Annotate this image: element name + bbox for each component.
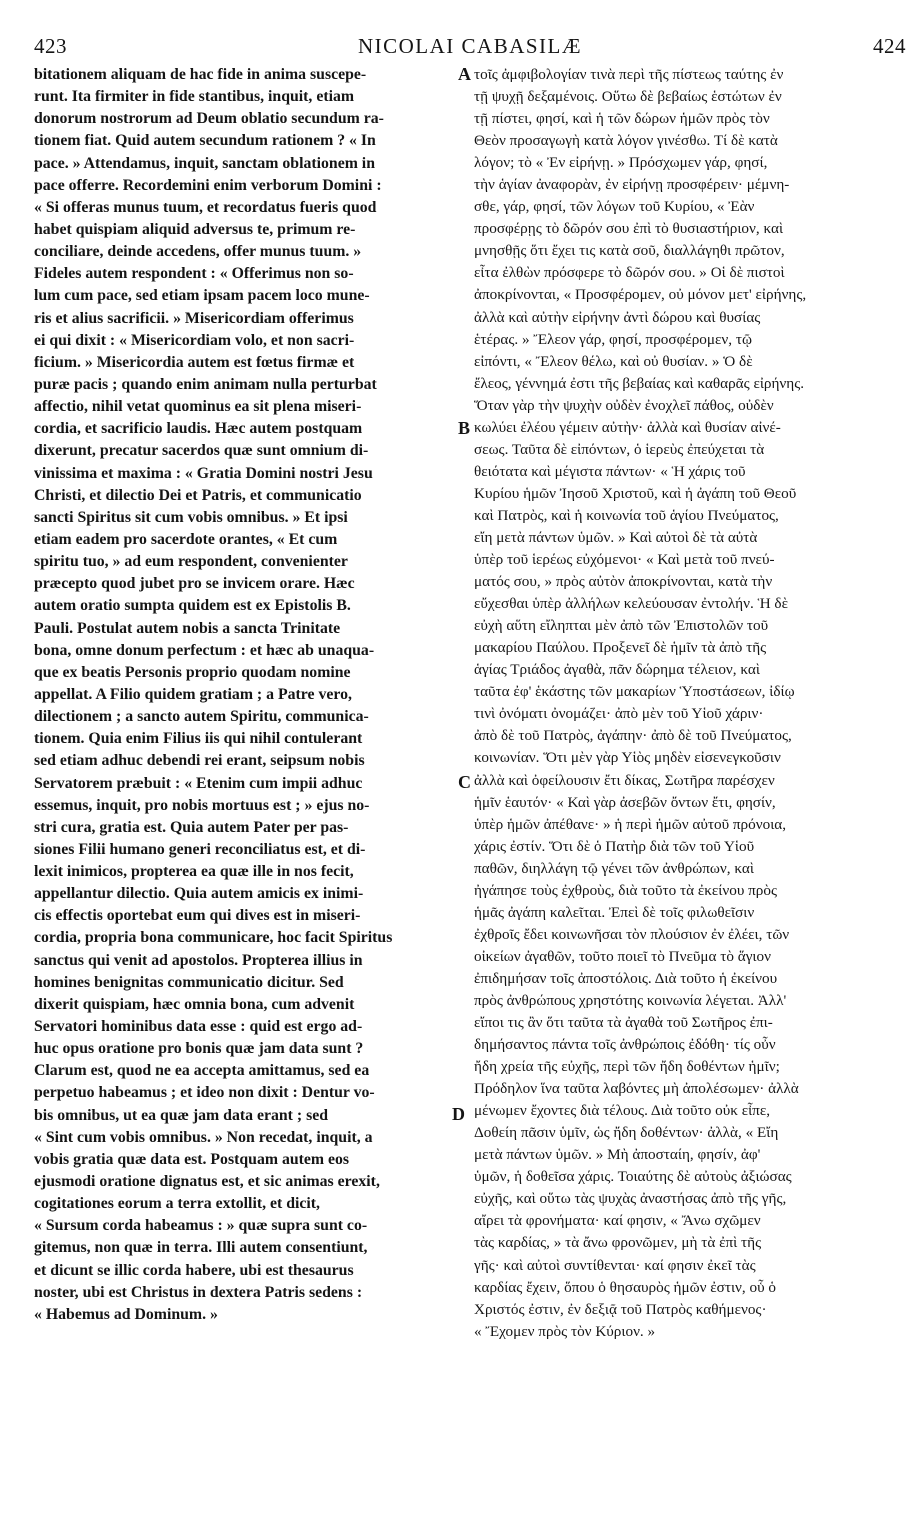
latin-text-line: « Sint cum vobis omnibus. » Non recedat, inquit, a — [34, 1128, 373, 1146]
latin-text-line: et dicunt se illic corda habere, ubi est thesaurus — [34, 1261, 354, 1279]
latin-text-line: tionem. Quia enim Filius iis qui nihil contulerant — [34, 730, 363, 748]
greek-text-line: ἡμᾶς ἀγάπη καλεῖται. Ἐπεὶ δὲ τοῖς φιλωθεῖσιν — [474, 903, 755, 921]
latin-text-line: bis omnibus, ut ea quæ jam data erant ; sed — [34, 1106, 329, 1124]
greek-text-line: ἁγίας Τριάδος ἀγαθὰ, πᾶν δώρημα τέλειον, καὶ — [474, 661, 760, 679]
greek-text-line: χάρις ἐστίν. Ὅτι δὲ ὁ Πατὴρ διὰ τῶν τοῦ Υἱοῦ — [474, 837, 755, 855]
greek-text-line: εὔχεσθαι ὑπὲρ ἀλλήλων κελεύουσαν ἐντολήν. Ἡ δὲ — [474, 595, 788, 613]
greek-text-line: οἰκείων ἀγαθῶν, τοῦτο ποιεῖ τὸ Πνεῦμα τὸ ἅγιον — [474, 947, 771, 965]
greek-text-line: ἡμῖν ἑαυτόν· « Καὶ γὰρ ἀσεβῶν ὄντων ἔτι, φησίν, — [474, 793, 776, 811]
latin-text-line: ficium. » Misericordia autem est fœtus firmæ et — [34, 353, 355, 371]
latin-text-line: « Si offeras munus tuum, et recordatus fueris quod — [34, 198, 377, 216]
latin-text-line: Servatorem præbuit : « Etenim cum impii adhuc — [34, 774, 363, 792]
latin-text-line: præcepto quod jubet pro se invicem orare. Hæc — [34, 575, 355, 593]
latin-text-line: huc opus oratione pro bonis quæ jam data sunt ? — [34, 1040, 364, 1058]
latin-text-line: « Sursum corda habeamus : » quæ supra sunt co- — [34, 1217, 368, 1235]
latin-text-line: ris et alius sacrificii. » Misericordiam offerimus — [34, 309, 354, 327]
greek-text-line: ὑπὲρ ἡμῶν ἀπέθανε· » ἡ περὶ ἡμῶν αὐτοῦ πρόνοια, — [474, 815, 787, 833]
latin-text-line: bitationem aliquam de hac fide in anima suscepe- — [34, 66, 367, 83]
greek-text-line: καρδίας ἔχειν, ὅπου ὁ θησαυρὸς ἡμῶν ἐστιν, οὗ ὁ — [474, 1278, 776, 1296]
latin-text-line: autem oratio sumpta quidem est ex Epistolis B. — [34, 597, 351, 615]
greek-text-line: κοινωνίαν. Ὅτι μὲν γὰρ Υἱὸς μηδὲν εἰσενεγκοῦσιν — [474, 749, 781, 767]
latin-text-line: dilectionem ; a sancto autem Spiritu, communica- — [34, 708, 369, 726]
latin-text-line: homines benignitas communicatio dicitur. Sed — [34, 973, 344, 991]
greek-text-line: πρὸς ἀνθρώπους χρηστότης κοινωνία λέγεται. Ἀλλ' — [474, 991, 787, 1009]
latin-text-line: Servatori hominibus data esse : quid est ergo ad- — [34, 1018, 363, 1036]
latin-text-line: pace. » Attendamus, inquit, sanctam oblationem in — [34, 154, 375, 172]
latin-text-line: vinissima et maxima : « Gratia Domini nostri Jesu — [34, 464, 373, 482]
latin-text-line: ejusmodi oratione dignatus est, et sic animas erexit, — [34, 1173, 380, 1191]
greek-text-line: τὰς καρδίας, » τὰ ἄνω φρονῶμεν, μὴ τὰ ἐπὶ τῆς — [474, 1234, 762, 1252]
greek-column — [474, 64, 906, 1343]
latin-text-line: essemus, inquit, pro nobis mortuus est ; » ejus no- — [34, 796, 370, 814]
greek-text-line: Κυρίου ἡμῶν Ἰησοῦ Χριστοῦ, καὶ ἡ ἀγάπη τοῦ Θεοῦ — [474, 484, 797, 502]
latin-text-line: Clarum est, quod ne ea accepta amittamus, sed ea — [34, 1062, 370, 1080]
greek-text-line: ἀποκρίνονται, « Προσφέρομεν, οὐ μόνον μετ' εἰρήνης, — [474, 286, 807, 304]
latin-text-line: ei qui dixit : « Misericordiam volo, et non sacri- — [34, 331, 355, 349]
latin-text-line: Christi, et dilectio Dei et Patris, et communicatio — [34, 486, 362, 504]
latin-text-line: que ex beatis Personis proprio quodam nomine — [34, 663, 351, 681]
page-number-right: 424 — [873, 34, 906, 58]
greek-text-line: λόγον; τὸ « Ἐν εἰρήνῃ. » Πρόσχωμεν γάρ, φησί, — [474, 154, 768, 172]
greek-text-line: Θεὸν προσαγωγὴ κατὰ λόγον γινέσθω. Τί δὲ κατὰ — [474, 132, 778, 150]
greek-text-line: ἀλλὰ καὶ ὀφείλουσιν ἔτι δίκας, Σωτῆρα παρέσχεν — [474, 771, 775, 789]
greek-text-line: μένωμεν ἔχοντες διὰ τέλους. Διὰ τοῦτο οὐκ εἶπε, — [474, 1102, 771, 1120]
greek-text-line: ματός σου, » πρὸς αὐτὸν ἀποκρίνονται, κατὰ τὴν — [474, 573, 773, 591]
greek-text-line: ἐπιδημήσαν τοῖς ἀποστόλοις. Διὰ τοῦτο ἡ ἐκείνου — [474, 969, 778, 987]
latin-text-line: runt. Ita firmiter in fide stantibus, inquit, etiam — [34, 88, 355, 106]
latin-text-line: habet quispiam aliquid adversus te, primum re- — [34, 220, 356, 238]
running-header — [34, 34, 906, 60]
latin-text-line: gitemus, non quæ in terra. Illi autem consentiunt, — [34, 1239, 368, 1257]
greek-text-line: σθε, γάρ, φησί, τῶν λόγων τοῦ Κυρίου, « Ἐὰν — [474, 198, 755, 216]
latin-text-line: donorum nostrorum ad Deum oblatio secundum ra- — [34, 110, 384, 128]
greek-text-line: μετὰ πάντων ὑμῶν. » Μὴ ἀποσταίη, φησίν, ἀφ' — [474, 1146, 761, 1164]
latin-text-line: bona, omne donum perfectum : et hæc ab unaqua- — [34, 641, 375, 659]
latin-text-line: affectio, nihil vetat quominus ea sit plena miseri- — [34, 398, 362, 416]
greek-text-line: αἴρει τὰ φρονήματα· καί φησιν, « Ἄνω σχῶμεν — [474, 1212, 761, 1230]
section-mark-c: C — [458, 772, 471, 792]
greek-text-line: ἀλλὰ καὶ αὐτὴν εἰρήνην ἀντὶ δώρου καὶ θυσίας — [474, 308, 761, 326]
latin-text-line: sed etiam adhuc debendi rei erant, seipsum nobis — [34, 752, 365, 770]
greek-text-line: ὑπὲρ τοῦ ἱερέως εὐχόμενοι· « Καὶ μετὰ τοῦ πνεύ- — [474, 551, 775, 569]
greek-text-line: εὐχῆς, καὶ οὕτω τὰς ψυχὰς ἀναστήσας ἀπὸ τῆς γῆς, — [474, 1190, 787, 1208]
latin-text-line: cordia, et sacrificio laudis. Hæc autem postquam — [34, 420, 363, 438]
latin-text-line: etiam eadem pro sacerdote orantes, « Et cum — [34, 530, 338, 548]
greek-text-line: ἤδη χρεία τῆς εὐχῆς, περὶ τῶν ἤδη δοθέντων ἡμῖν; — [474, 1058, 780, 1076]
greek-text-line: μνησθῇς ὅτι ἔχει τις κατὰ σοῦ, διαλλάγηθι πρῶτον, — [474, 242, 785, 260]
latin-text-line: vobis gratia quæ data est. Postquam autem eos — [34, 1150, 350, 1168]
greek-text-line: παθῶν, διηλλάγη τῷ γένει τῶν ἀνθρώπων, καὶ — [474, 859, 754, 877]
greek-text-line: καὶ Πατρὸς, καὶ ἡ κοινωνία τοῦ ἁγίου Πνεύματος, — [474, 506, 779, 524]
latin-text-line: Pauli. Postulat autem nobis a sancta Trinitate — [34, 619, 341, 637]
greek-text-line: ἠγάπησε τοὺς ἐχθροὺς, διὰ τοῦτο τὰ ἐκείνου πρὸς — [474, 881, 777, 899]
greek-text-line: τοῖς ἀμφιβολογίαν τινὰ περὶ τῆς πίστεως ταύτης ἐν — [474, 66, 784, 83]
greek-text-line: δημήσαντος πάντα τοῖς ἀνθρώποις ἐδόθη· τίς οὖν — [474, 1036, 776, 1054]
latin-text-line: stri cura, gratia est. Quia autem Pater per pas- — [34, 818, 349, 836]
latin-text-line: dixerunt, precatur sacerdos quæ sunt omnium di- — [34, 442, 369, 460]
latin-text-line: spiritu tuo, » ad eum respondent, convenienter — [34, 553, 348, 571]
latin-text-line: puræ pacis ; quando enim animam nulla perturbat — [34, 375, 377, 393]
greek-text-line: Ὅταν γὰρ τὴν ψυχὴν οὐδὲν ἐνοχλεῖ πάθος, οὐδὲν — [474, 396, 774, 414]
greek-text-line: εἰπόντι, « Ἔλεον θέλω, καὶ οὐ θυσίαν. » Ὁ δὲ — [474, 352, 753, 370]
latin-text-line: siones Filii humano generi reconciliatus est, et di- — [34, 840, 366, 858]
greek-text-line: ἔλεος, γέννημά ἐστι τῆς βεβαίας καὶ καθαρᾶς εἰρήνης. — [474, 374, 805, 392]
latin-text-line: lum cum pace, sed etiam ipsam pacem loco mune- — [34, 287, 370, 305]
page-number-left: 423 — [34, 34, 67, 58]
latin-text-line: appellantur dilectio. Quia autem amicis ex inimi- — [34, 885, 364, 903]
greek-text-line: τὴν ἁγίαν ἀναφορὰν, ἐν εἰρήνῃ προσφέρειν· μέμνη- — [474, 176, 790, 194]
latin-text-line: dixerit quispiam, hæc omnia bona, cum advenit — [34, 995, 355, 1013]
greek-text-line: Πρόδηλον ἵνα ταῦτα λαβόντες μὴ ἀπολέσωμεν· ἀλλὰ — [474, 1080, 799, 1098]
latin-text-line: lexit inimicos, propterea ea quæ ille in nos fecit, — [34, 863, 354, 881]
latin-text-line: conciliare, deinde accedens, offer munus tuum. » — [34, 243, 362, 261]
greek-text-line: ἐχθροῖς ἔδει κοινωνῆσαι τὸν πλούσιον ἐν ἐλέει, τῶν — [474, 925, 790, 943]
greek-text-line: σεως. Ταῦτα δὲ εἰπόντων, ὁ ἱερεὺς ἐπεύχεται τὰ — [474, 440, 765, 458]
greek-text-line: Δοθείη πᾶσιν ὑμῖν, ὡς ἤδη δοθέντων· ἀλλὰ, « Εἴη — [474, 1124, 779, 1142]
greek-text-line: εἴποι τις ἂν ὅτι ταῦτα τὰ ἀγαθὰ τοῦ Σωτῆρος ἐπι- — [474, 1014, 773, 1032]
greek-text-line: γῆς· καὶ αὐτοὶ συντίθενται· καί φησιν ἐκεῖ τὰς — [474, 1256, 756, 1274]
latin-text-line: tionem fiat. Quid autem secundum rationem ? « In — [34, 132, 376, 150]
latin-text-line: perpetuo habeamus ; et ideo non dixit : Dentur vo- — [34, 1084, 375, 1102]
greek-text-line: εἴη μετὰ πάντων ὑμῶν. » Καὶ αὐτοὶ δὲ τὰ αὐτὰ — [474, 528, 758, 546]
latin-text-line: sanctus qui venit ad apostolos. Propterea illius in — [34, 951, 363, 969]
greek-text-line: εὐχὴ αὕτη εἴληπται μὲν ἀπὸ τῶν Ἐπιστολῶν τοῦ — [474, 617, 769, 635]
section-mark-a: A — [458, 64, 471, 84]
greek-text-line: μακαρίου Παύλου. Προξενεῖ δὲ ἡμῖν τὰ ἀπὸ τῆς — [474, 639, 767, 657]
greek-text-line: Χριστός ἐστιν, ἐν δεξιᾷ τοῦ Πατρὸς καθήμενος· — [474, 1300, 767, 1318]
section-mark-d: D — [452, 1104, 465, 1124]
greek-text-line: προσφέρῃς τὸ δῶρόν σου ἐπὶ τὸ θυσιαστήριον, καὶ — [474, 220, 784, 238]
greek-text-line: τῇ πίστει, φησί, καὶ ἡ τῶν δώρων ἡμῶν πρὸς τὸν — [474, 110, 770, 128]
latin-text-line: cis effectis oportebat eum qui dives est in miseri- — [34, 907, 361, 925]
running-title: NICOLAI CABASILÆ — [357, 34, 583, 58]
latin-text-line: pace offerre. Recordemini enim verborum Domini : — [34, 176, 382, 194]
greek-text-line: ἀπὸ δὲ τοῦ Πατρὸς, ἀγάπην· ἀπὸ δὲ τοῦ Πνεύματος, — [474, 727, 792, 745]
section-mark-b: B — [458, 418, 471, 438]
latin-text-line: Fideles autem respondent : « Offerimus non so- — [34, 265, 354, 283]
latin-text-line: cordia, propria bona communicare, hoc facit Spiritus — [34, 929, 393, 947]
greek-text-line: εἶτα ἐλθὼν πρόσφερε τὸ δῶρόν σου. » Οἱ δὲ πιστοὶ — [474, 264, 785, 282]
latin-text-line: cogitationes eorum a terra extollit, et dicit, — [34, 1195, 321, 1213]
greek-text-line: « Ἔχομεν πρὸς τὸν Κύριον. » — [474, 1322, 656, 1340]
latin-text-line: sancti Spiritus sit cum vobis omnibus. » Et ipsi — [34, 508, 348, 526]
latin-text-line: « Habemus ad Dominum. » — [34, 1305, 218, 1323]
greek-text-line: θειότατα καὶ μέγιστα πάντων· « Ἡ χάρις τοῦ — [474, 462, 746, 480]
greek-text-line: ὑμῶν, ἡ δοθεῖσα χάρις. Τοιαύτης δὲ αὐτοὺς ἀξιώσας — [474, 1168, 792, 1186]
greek-text-line: ταῦτα ἐφ' ἑκάστης τῶν μακαρίων Ὑποστάσεων, ἰδίῳ — [474, 683, 795, 701]
latin-text-line: appellat. A Filio quidem gratiam ; a Patre vero, — [34, 685, 352, 703]
latin-column — [34, 64, 456, 1326]
greek-text-line: ἑτέρας. » Ἔλεον γάρ, φησί, προσφέρομεν, τῷ — [474, 330, 752, 348]
latin-text-line: noster, ubi est Christus in dextera Patris sedens : — [34, 1283, 363, 1301]
greek-text-line: τινὶ ὀνόματι ὀνομάζει· ἀπὸ μὲν τοῦ Υἱοῦ χάριν· — [474, 705, 764, 723]
greek-text-line: τῇ ψυχῇ δεξαμένοις. Οὕτω δὲ βεβαίως ἑστώτων ἐν — [474, 88, 782, 106]
greek-text-line: κωλύει ἐλέου γέμειν αὐτὴν· ἀλλὰ καὶ θυσίαν αἰνέ- — [474, 418, 781, 436]
